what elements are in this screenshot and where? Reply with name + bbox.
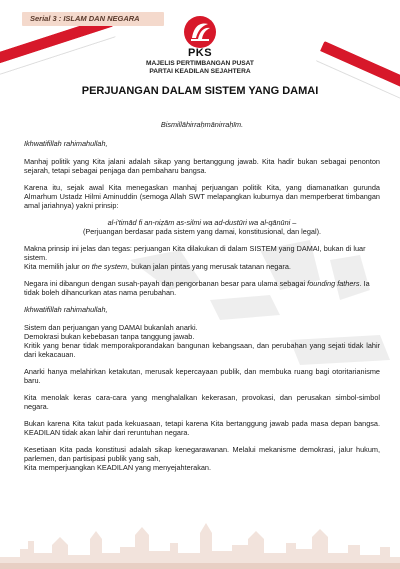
paragraph: Karena itu, sejak awal Kita menegaskan manhaj perjuangan politik Kita, yang diamanatkan gurunda Almarhum Ustadz Hilmi Aminuddin (semoga Allah SWT melapangkan kuburnya dan memperberat timbangan amal jariahnya) yakni prinsip: xyxy=(24,183,380,210)
greeting: Ikhwatifillah rahimahullah, xyxy=(24,305,108,314)
letter-body xyxy=(24,120,380,480)
greeting: Ikhwatifillah rahimahullah, xyxy=(24,139,108,148)
principle-translation: (Perjuangan berdasar pada sistem yang damai, konstitusional, dan legal). xyxy=(82,227,322,236)
text-run: Negara ini dibangun dengan susah-payah dan pengorbanan besar para ulama sebagai xyxy=(24,279,308,288)
series-badge: Serial 3 : ISLAM DAN NEGARA xyxy=(22,12,164,26)
document-title: PERJUANGAN DALAM SISTEM YANG DAMAI xyxy=(81,85,319,97)
landmark-skyline-decoration-icon xyxy=(0,509,400,569)
text-line xyxy=(24,262,380,271)
text-line: Demokrasi bukan kebebasan tanpa tanggung jawab. xyxy=(24,332,195,341)
paragraph: Kita menolak keras cara-cara yang menghalalkan kekerasan, provokasi, dan perusakan simbol-simbol negara. xyxy=(24,393,380,411)
text-line: Sistem dan perjuangan yang DAMAI bukanlah anarki. xyxy=(24,323,198,332)
text-line: Kesetiaan Kita pada konstitusi adalah sikap kenegarawanan. Melalui mekanisme demokrasi, jalur hukum, parlemen, dan partisipasi publik yang sah, xyxy=(24,445,380,463)
org-name-line2: PARTAI KEADILAN SEJAHTERA xyxy=(149,68,251,75)
emphasis-text: founding fathers xyxy=(307,279,360,288)
logo-wordmark: PKS xyxy=(187,47,213,59)
bismillah: Bismillāhirraḥmānirraḥīm. xyxy=(160,120,244,129)
paragraph: Bukan karena Kita takut pada kekuasaan, tetapi karena Kita bertanggung jawab pada masa depan bangsa. KEADILAN tidak akan lahir dari reruntuhan negara. xyxy=(24,419,380,437)
text-line: Kita memperjuangkan KEADILAN yang menyejahterakan. xyxy=(24,463,211,472)
paragraph xyxy=(24,279,380,297)
paragraph xyxy=(24,323,380,359)
org-name-line1: MAJELIS PERTIMBANGAN PUSAT xyxy=(146,60,254,67)
paragraph: Manhaj politik yang Kita jalani adalah sikap yang bertanggung jawab. Kita hadir bukan sebagai penonton sejarah, tetapi sebagai penjaga dan pembaharu bangsa. xyxy=(24,157,380,175)
arabic-principle: al-i'timād fi an-niẓām as-silmi wa ad-dustūri wa al-qānūni – xyxy=(107,218,297,227)
text-run: , bukan jalan pintas yang merusak tatanan negara. xyxy=(127,262,291,271)
text-line: Makna prinsip ini jelas dan tegas: perjuangan Kita dilakukan di dalam SISTEM yang DAMAI, bukan di luar sistem. xyxy=(24,244,366,262)
text-run: . Ia tidak boleh dihancurkan atas nama perubahan. xyxy=(24,279,370,297)
text-run: Kita memilih jalur xyxy=(24,262,82,271)
text-line: Kritik yang benar tidak memporakporandakan bangunan kebangsaan, dan perubahan yang sejati tidak lahir dari kekacauan. xyxy=(24,341,380,359)
paragraph xyxy=(24,445,380,472)
paragraph xyxy=(24,244,380,271)
emphasis-text: on the system xyxy=(81,262,128,271)
pks-logo-icon xyxy=(180,12,220,52)
paragraph: Anarki hanya melahirkan ketakutan, merusak kepercayaan publik, dan membuka ruang bagi otoritarianisme baru. xyxy=(24,367,380,385)
